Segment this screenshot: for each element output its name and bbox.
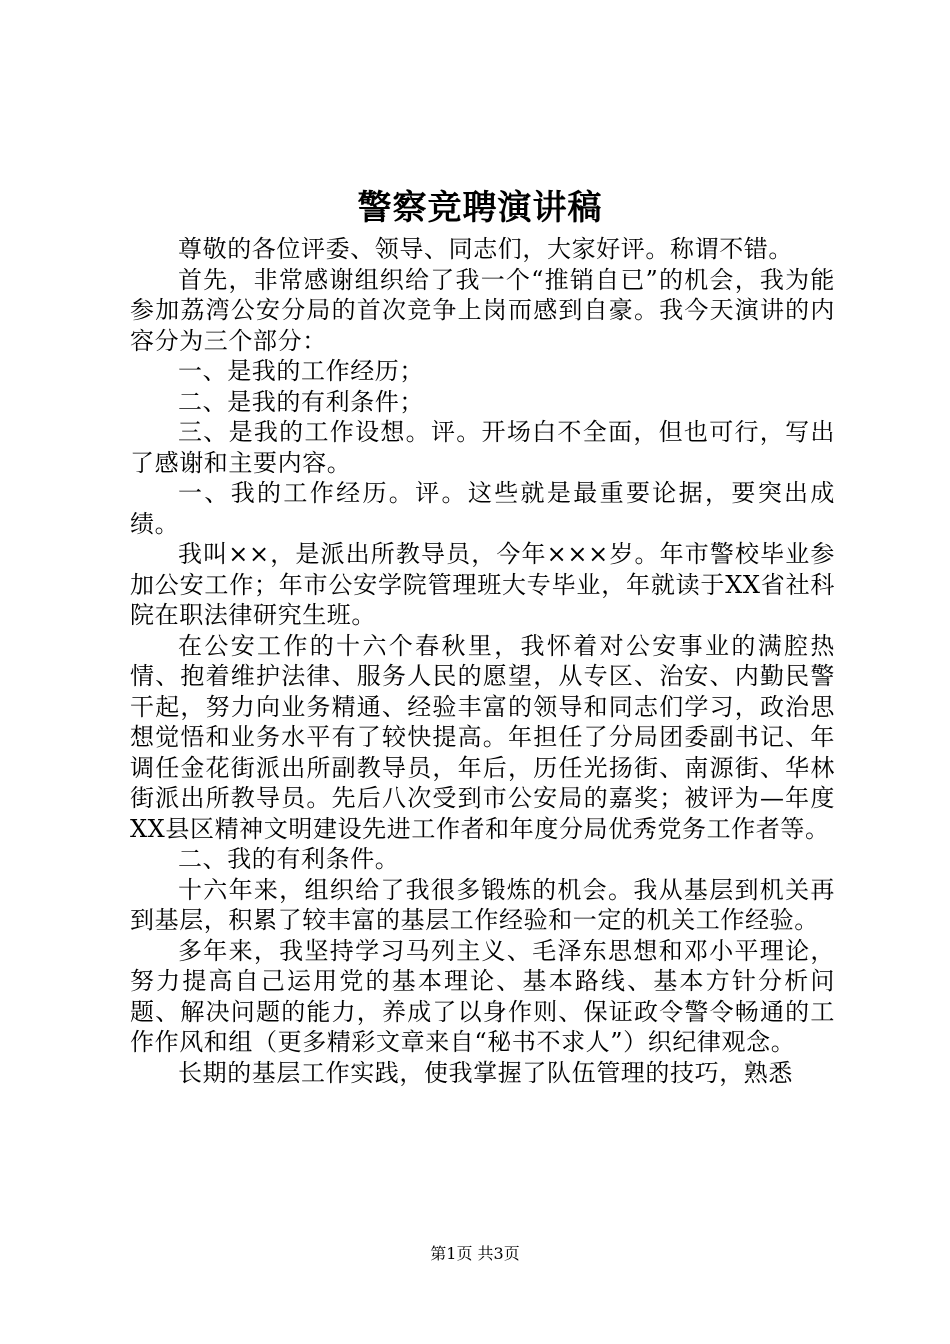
- page-number-footer: 第1页 共3页: [430, 1244, 520, 1263]
- paragraph-work-history: 在公安工作的十六个春秋里，我怀着对公安事业的满腔热情、抱着维护法律、服务人民的愿望，从专区、治安、内勤民警干起，努力向业务精通、经验丰富的领导和同志们学习，政治思想觉悟和业务水平有了较快提高。年担任了分局团委副书记、年调任金花街派出所副教导员，年后，历任光扬街、南源街、华林街派出所教导员。先后八次受到市公安局的嘉奖；被评为—年度XX县区精神文明建设先进工作者和年度分局优秀党务工作者等。: [130, 631, 835, 843]
- paragraph-outline-3: 三、是我的工作设想。评。开场白不全面，但也可行，写出了感谢和主要内容。: [130, 418, 835, 477]
- paragraph-section-1-heading: 一、我的工作经历。评。这些就是最重要论据，要突出成绩。: [130, 479, 835, 538]
- paragraph-greeting: 尊敬的各位评委、领导、同志们，大家好评。称谓不错。: [178, 235, 793, 263]
- document-body: [130, 234, 835, 1088]
- paragraph-experience: 十六年来，组织给了我很多锻炼的机会。我从基层到机关再到基层，积累了较丰富的基层工作经验和一定的机关工作经验。: [130, 875, 835, 934]
- paragraph-outline-1: 一、是我的工作经历；: [178, 357, 424, 385]
- paragraph-section-2-heading: 二、我的有利条件。: [178, 845, 400, 873]
- paragraph-outline-2: 二、是我的有利条件；: [178, 387, 424, 416]
- paragraph-study: 多年来，我坚持学习马列主义、毛泽东思想和邓小平理论，努力提高自己运用党的基本理论、基本路线、基本方针分析问题、解决问题的能力，养成了以身作则、保证政令警令畅通的工作作风和组（更多精彩文章来自“秘书不求人”）织纪律观念。: [130, 936, 835, 1056]
- paragraph-self-introduction: 我叫××，是派出所教导员，今年×××岁。年市警校毕业参加公安工作；年市公安学院管理班大专毕业，年就读于XX省社科院在职法律研究生班。: [130, 540, 835, 629]
- paragraph-intro: 首先，非常感谢组织给了我一个“推销自已”的机会，我为能参加荔湾公安分局的首次竞争上岗而感到自豪。我今天演讲的内容分为三个部分：: [130, 265, 835, 355]
- paragraph-practice: 长期的基层工作实践，使我掌握了队伍管理的技巧，熟悉: [178, 1058, 793, 1087]
- document-title: 警察竞聘演讲稿: [357, 188, 603, 228]
